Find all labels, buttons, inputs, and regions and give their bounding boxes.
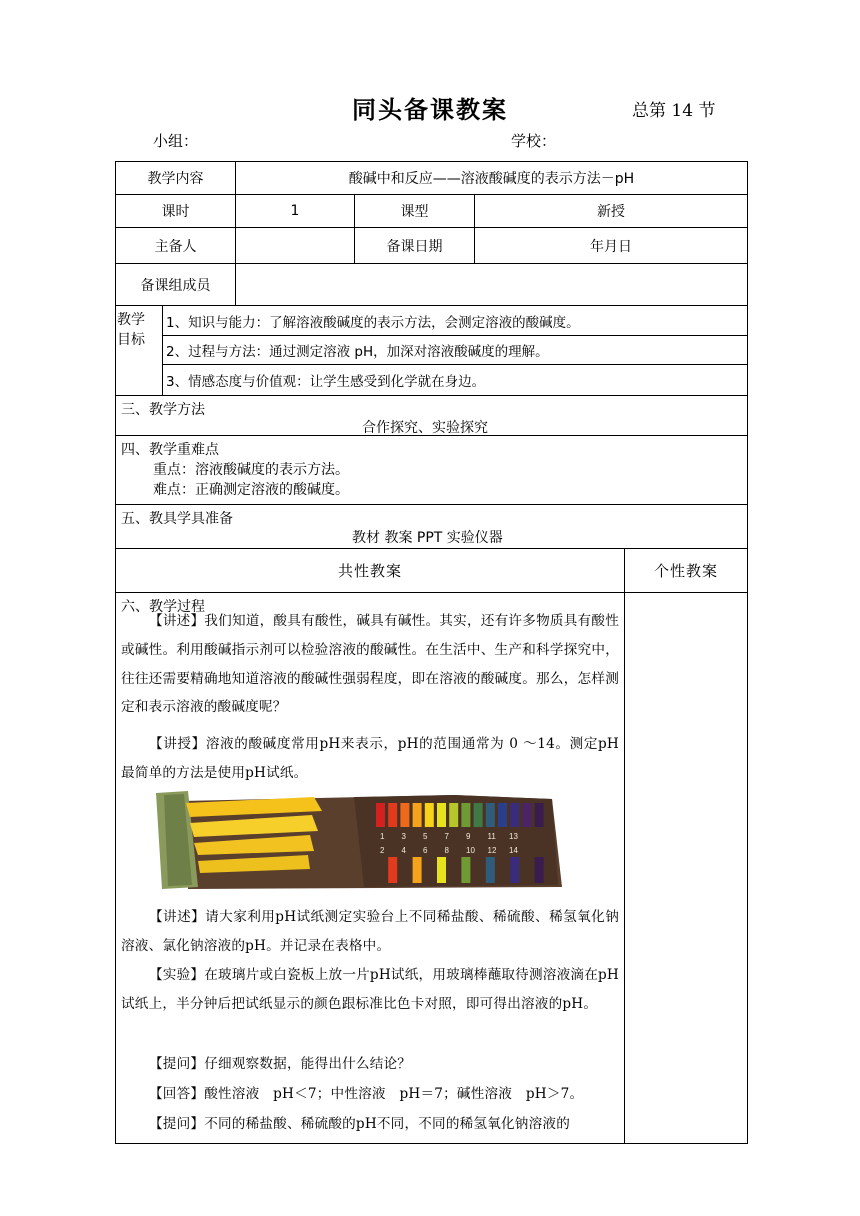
goal-item: 3、情感态度与价值观：让学生感受到化学就在身边。	[166, 374, 486, 390]
process-paragraph: 【讲授】溶液的酸碱度常用pH来表示，pH的范围通常为 0 ～14。测定pH最简单的方法是使用pH试纸。	[121, 736, 619, 781]
ph-number-label: 7	[444, 832, 449, 841]
content-label: 教学内容	[147, 171, 204, 187]
ph-number-label: 5	[423, 832, 428, 841]
ph-number-label: 3	[401, 832, 406, 841]
ph-number-label: 6	[423, 846, 428, 855]
ph-color-swatch	[400, 803, 409, 827]
hours-label: 课时	[161, 204, 190, 220]
ph-number-label: 10	[466, 846, 475, 855]
ph-number-label: 13	[509, 832, 518, 841]
tools-value: 教材 教案 PPT 实验仪器	[352, 530, 503, 546]
ph-color-swatch	[388, 857, 397, 883]
content-value: 酸碱中和反应——溶液酸碱度的表示方法－pH	[348, 171, 635, 187]
ph-color-swatch	[437, 857, 446, 883]
goal-item: 1、知识与能力：了解溶液酸碱度的表示方法，会测定溶液的酸碱度。	[166, 315, 580, 331]
ph-number-label: 1	[380, 832, 385, 841]
key-points-title: 四、教学重难点	[121, 442, 219, 458]
ph-test-paper-photo	[154, 789, 564, 891]
ph-number-label: 12	[487, 846, 497, 855]
goals-label: 教学目标	[117, 312, 145, 348]
process-paragraph: 【实验】在玻璃片或白瓷板上放一片pH试纸，用玻璃棒蘸取待测溶液滴在pH试纸上，半分钟后把试纸显示的颜色跟标准比色卡对照，即可得出溶液的pH。	[121, 967, 619, 1012]
methods-title: 三、教学方法	[121, 402, 205, 418]
ph-color-swatch	[461, 857, 470, 883]
ph-color-swatch	[486, 803, 495, 827]
ph-number-label: 8	[444, 846, 449, 855]
tools-title: 五、教具学具准备	[121, 511, 233, 527]
date-label: 备课日期	[386, 238, 443, 255]
process-paragraph: 【讲述】我们知道，酸具有酸性，碱具有碱性。其实，还有许多物质具有酸性或碱性。利用酸碱指示剂可以检验溶液的酸碱性。在生活中、生产和科学探究中，往往还需要精确地知道溶液的酸碱性强弱程度，即在溶液的酸碱度。那么，怎样测定和表示溶液的酸碱度呢？	[121, 613, 619, 716]
ph-color-swatch	[376, 803, 385, 827]
ph-color-swatch	[413, 803, 422, 827]
ph-color-swatch	[535, 803, 544, 827]
members-value	[236, 264, 747, 305]
process-paragraph: 【提问】仔细观察数据，能得出什么结论？	[149, 1056, 412, 1072]
preparer-label: 主备人	[154, 238, 197, 255]
process-paragraph: 【讲述】请大家利用pH试纸测定实验台上不同稀盐酸、稀硫酸、稀氢氧化钠溶液、氯化钠溶液的pH。并记录在表格中。	[121, 909, 619, 954]
goal-item: 2、过程与方法：通过测定溶液 pH，加深对溶液酸碱度的理解。	[166, 344, 549, 360]
ph-color-swatch	[449, 803, 458, 827]
key-point-focus: 重点：溶液酸碱度的表示方法。	[153, 462, 349, 478]
ph-color-swatch	[510, 803, 519, 827]
process-paragraph: 【回答】酸性溶液 pH＜7；中性溶液 pH＝7；碱性溶液 pH＞7。	[149, 1086, 584, 1102]
page-title: 同头备课教案	[352, 96, 508, 124]
methods-value: 合作探究、实验探究	[362, 420, 488, 436]
hours-value: 1	[290, 203, 300, 219]
ph-color-swatch	[486, 857, 495, 883]
group-label: 小组：	[153, 132, 199, 150]
ph-color-swatch	[522, 803, 531, 827]
ph-color-swatch	[413, 857, 422, 883]
school-label: 学校：	[511, 132, 557, 150]
ph-number-label: 14	[509, 846, 518, 855]
process-title: 六、教学过程	[121, 599, 205, 615]
lesson-number: 总第 14 节	[632, 101, 716, 121]
ph-color-swatch	[535, 857, 544, 883]
type-label: 课型	[400, 204, 429, 220]
date-value: 年月日	[590, 238, 632, 255]
ph-color-swatch	[510, 857, 519, 883]
members-label: 备课组成员	[140, 277, 211, 294]
process-paragraph: 【提问】不同的稀盐酸、稀硫酸的pH不同，不同的稀氢氧化钠溶液的	[149, 1116, 570, 1132]
key-point-difficulty: 难点：正确测定溶液的酸碱度。	[153, 482, 349, 498]
preparer-value	[236, 228, 354, 263]
ph-number-label: 4	[401, 846, 406, 855]
ph-color-swatch	[425, 803, 434, 827]
ph-number-label: 11	[487, 832, 496, 841]
ph-color-swatch	[388, 803, 397, 827]
type-value: 新授	[597, 204, 625, 220]
ph-number-label: 2	[380, 846, 385, 855]
ph-color-swatch	[461, 803, 470, 827]
ph-color-swatch	[437, 803, 446, 827]
ph-color-swatch	[474, 803, 483, 827]
ph-number-label: 9	[466, 832, 471, 841]
ph-color-swatch	[498, 803, 507, 827]
personal-plan-header: 个性教案	[653, 562, 718, 580]
common-plan-header: 共性教案	[337, 562, 402, 580]
